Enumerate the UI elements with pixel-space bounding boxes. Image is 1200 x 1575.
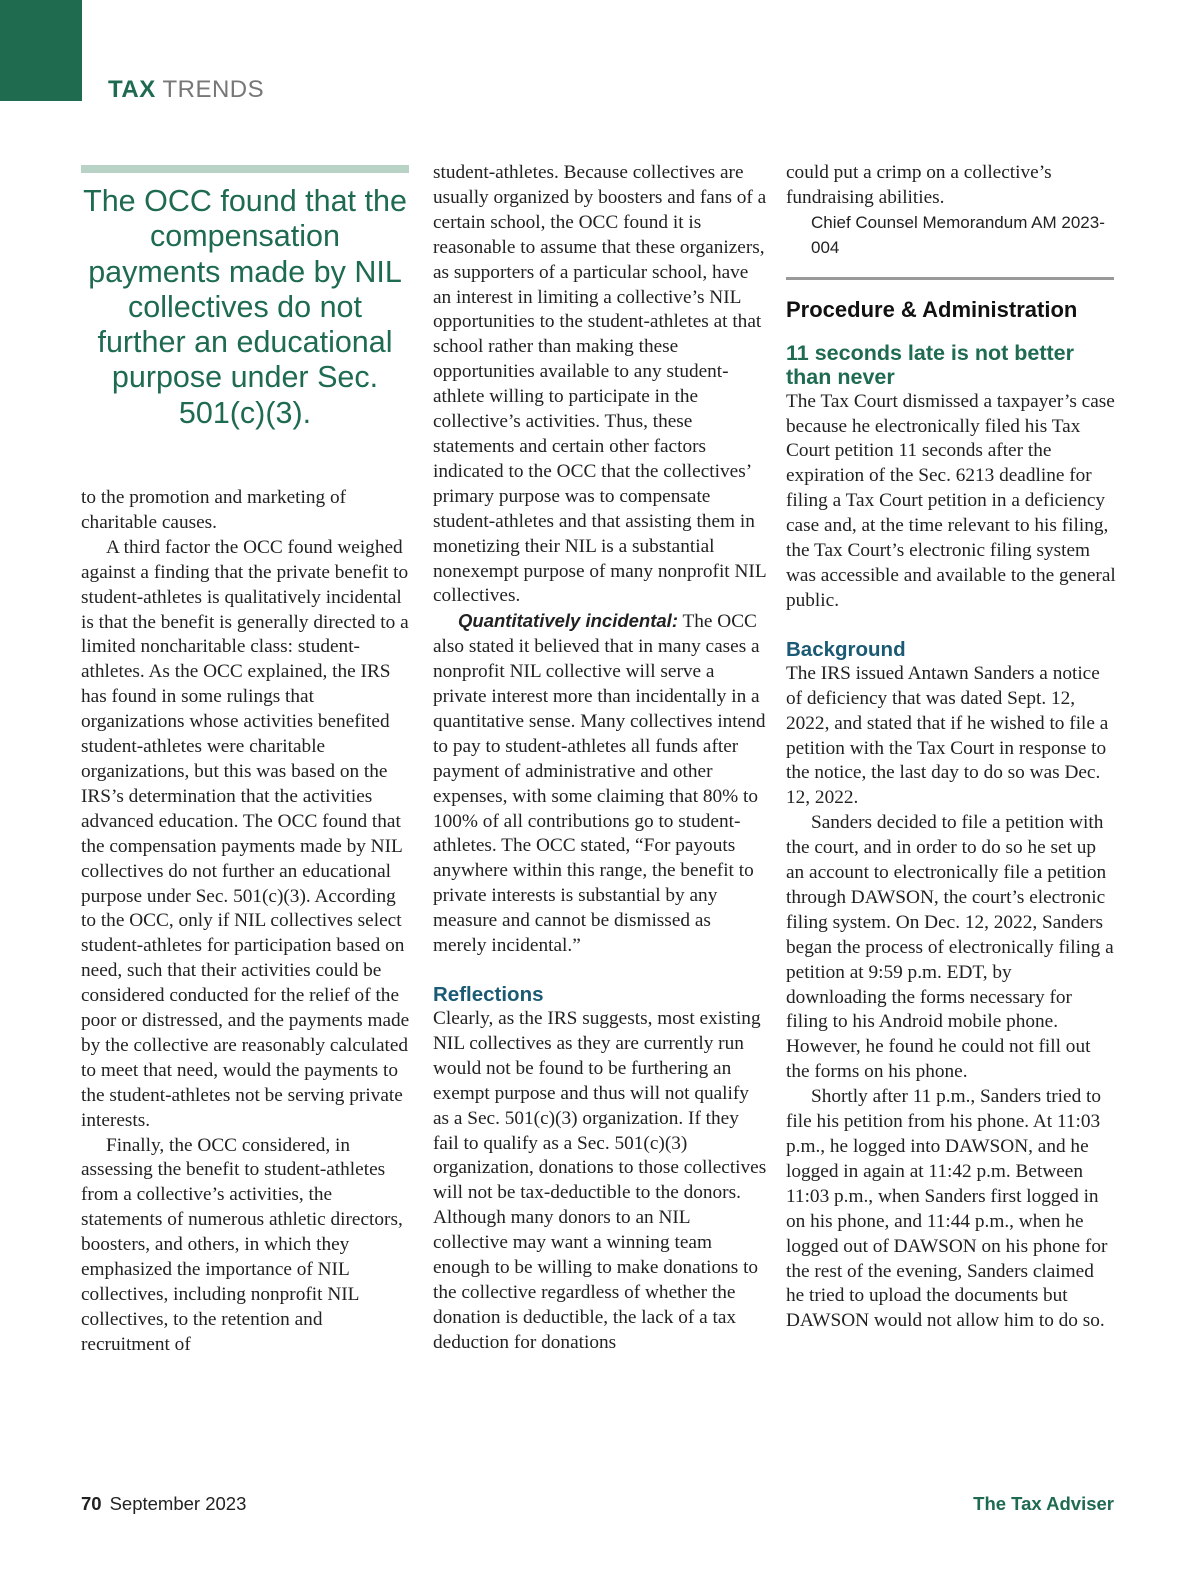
col3-paragraph-5: Shortly after 11 p.m., Sanders tried to file his petition from his phone. At 11:03 p.m., he logged into DAWSON, and he logged in again at 11:42 p.m. Between 11:03 p.m., when Sanders first logged in on his phone, and 11:44 p.m., when he logged out of DAWSON on his phone for the rest of the evening, Sanders claimed he tried to upload the documents but DAWSON would not allow him to do so. [786,1086,1108,1332]
col1-paragraph-1: to the promotion and marketing of charitable causes. [81,487,347,533]
article-heading: 11 seconds late is not better than never [786,340,1074,390]
section-heading: Procedure & Administration [786,296,1078,322]
issue-date: September 2023 [109,1493,247,1514]
col2-paragraph-2 [433,609,768,959]
pullquote-rule [81,165,409,173]
citation: Chief Counsel Memorandum AM 2023-004 [811,212,1105,257]
column-2 [433,161,768,1356]
publication-name: The Tax Adviser [973,1493,1114,1514]
section-tag-bold: TAX [108,76,156,103]
background-heading: Background [786,637,906,661]
col2-paragraph-1: student-athletes. Because collectives are usually organized by boosters and fans of a certain school, the OCC found it is reasonable to assume that these organizers, as supporters of a particular school, have an interest in limiting a collective’s NIL opportunities to the student-athletes at that school rather than making these opportunities available to any student-athlete willing to participate in the collective’s activities. Thus, these statements and certain other factors indicated to the OCC that the collectives’ primary purpose was to compensate student-athletes and that assisting them in monetizing their NIL is a substantial nonexempt purpose of many nonprofit NIL collectives. [433,162,767,607]
pullquote: The OCC found that the compensation payments made by NIL collectives do not further an educational purpose under Sec. 501(c)(3). [83,184,407,430]
section-tag-light: TRENDS [162,76,265,103]
corner-color-block [0,0,82,101]
section-rule [786,277,1114,280]
page-number: 70 [81,1493,102,1514]
col3-paragraph-2: The Tax Court dismissed a taxpayer’s case because he electronically filed his Tax Court petition 11 seconds after the expiration of the Sec. 6213 deadline for filing a Tax Court petition in a deficiency case and, at the time relevant to his filing, the Tax Court’s electronic filing system was accessible and available to the general public. [786,390,1116,611]
section-tag [108,76,264,104]
reflections-heading: Reflections [433,983,544,1006]
col1-paragraph-3: Finally, the OCC considered, in assessing the benefit to student-athletes from a collective’s activities, the statements of numerous athletic directors, boosters, and others, in which they emphasized the importance of NIL collectives, including nonprofit NIL collectives, to the retention and recruitment of [81,1134,403,1355]
col2-paragraph-2-text: The OCC also stated it believed that in many cases a nonprofit NIL collective will serve a private interest more than incidentally in a quantitative sense. Many collectives intend to pay to student-athletes all funds after payment of administrative and other expenses, with some claiming that 80% to 100% of all contributions go to student-athletes. The OCC stated, “For payouts anywhere within this range, the benefit to private interests is substantial by any measure and cannot be dismissed as merely incidental.” [433,611,766,957]
col3-paragraph-3: The IRS issued Antawn Sanders a notice of deficiency that was dated Sept. 12, 2022, and stated that if he wished to file a petition with the Tax Court in response to the notice, the last day to do so was Dec. 12, 2022. [786,662,1109,809]
col3-paragraph-4: Sanders decided to file a petition with the court, and in order to do so he set up an account to electronically file a petition through DAWSON, the court’s electronic filing system. On Dec. 12, 2022, Sanders began the process of electronically filing a petition at 9:59 p.m. EDT, by downloading the forms necessary for filing to his Android mobile phone. However, he found he could not fill out the forms on his phone. [786,812,1114,1083]
quantitatively-incidental-head: Quantitatively incidental: [458,610,678,632]
col2-paragraph-3: Clearly, as the IRS suggests, most existing NIL collectives as they are currently run would not be found to be furthering an exempt purpose and thus will not qualify as a Sec. 501(c)(3) organization. If they fail to qualify as a Sec. 501(c)(3) organization, donations to those collectives will not be tax-deductible to the donors. Although many donors to an NIL collective may want a winning team enough to be willing to make donations to the collective regardless of whether the donation is deductible, the lack of a tax deduction for donations [433,1008,767,1353]
col1-paragraph-2: A third factor the OCC found weighed against a finding that the private benefit to student-athletes is qualitatively incidental is that the benefit is generally directed to a limited noncharitable class: student-athletes. As the OCC explained, the IRS has found in some rulings that organizations whose activities benefited student-athletes were charitable organizations, but this was based on the IRS’s determination that the activities advanced education. The OCC found that the compensation payments made by NIL collectives do not further an educational purpose under Sec. 501(c)(3). According to the OCC, only if NIL collectives select student-athletes for participation based on need, such that their activities could be considered conducted for the relief of the poor or distressed, and the payments made by the collective are reasonably calculated to meet that need, would the payments to the student-athletes not be serving private interests. [81,536,410,1131]
column-1 [81,486,411,1358]
col3-paragraph-1: could put a crimp on a collective’s fundraising abilities. [786,162,1052,208]
column-3 [786,161,1116,1334]
footer-folio [81,1493,246,1515]
